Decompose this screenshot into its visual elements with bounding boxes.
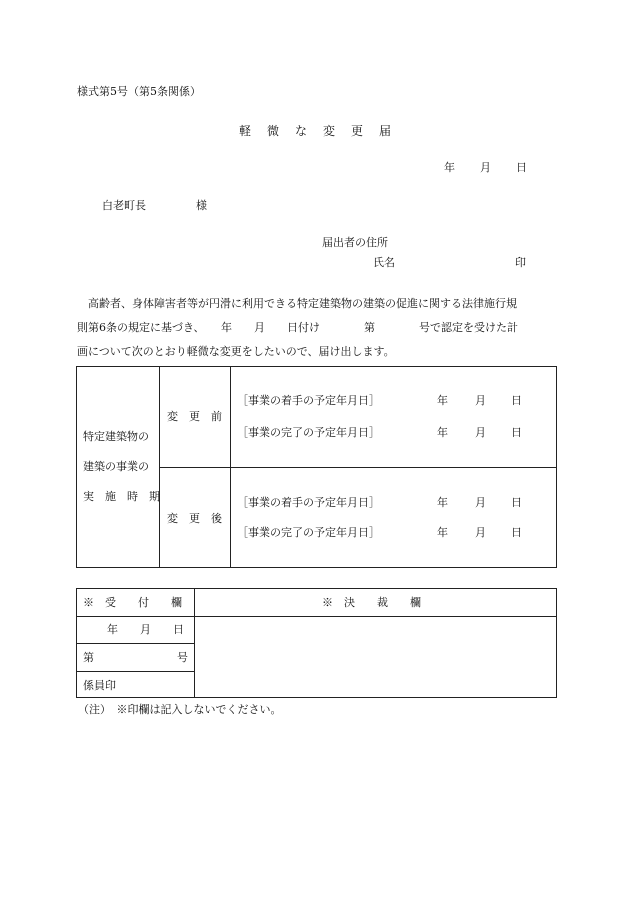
office-use-table — [76, 588, 557, 698]
addressee-honorific: 様 — [196, 199, 207, 212]
before-change-label: 変 更 前 — [167, 410, 222, 423]
day-label: 日 — [511, 394, 522, 407]
day-label: 日 — [511, 426, 522, 439]
year-label: 年 — [437, 426, 448, 439]
schedule-table — [76, 366, 557, 568]
row-header-line: 実 施 時 期 — [83, 490, 160, 503]
row-header-line: 建築の事業の — [83, 460, 149, 473]
title-char: 届 — [379, 124, 392, 138]
month-label: 月 — [475, 526, 486, 539]
decision-header: ※ 決 裁 欄 — [322, 596, 421, 609]
year-label: 年 — [437, 496, 448, 509]
body-line: 則第6条の規定に基づき、 年 月 日付け 第 号で認定を受けた計 — [77, 321, 519, 334]
month-label: 月 — [475, 394, 486, 407]
row-header-line: 特定建築物の — [83, 430, 149, 443]
reception-header: ※ 受 付 欄 — [83, 596, 182, 609]
staff-seal-label: 係員印 — [83, 679, 116, 692]
addressee-name: 白老町長 — [102, 199, 146, 212]
after-change-label: 変 更 後 — [167, 512, 222, 525]
body-line: 画について次のとおり軽微な変更をしたいので、届け出します。 — [77, 345, 395, 358]
month-label: 月 — [475, 426, 486, 439]
date-year: 年 — [444, 161, 455, 174]
day-label: 日 — [511, 496, 522, 509]
number-suffix: 号 — [177, 651, 188, 664]
seal-mark: 印 — [515, 256, 526, 269]
month-label: 月 — [475, 496, 486, 509]
document-title — [0, 125, 630, 137]
date-month: 月 — [480, 161, 491, 174]
applicant-address-label: 届出者の住所 — [322, 236, 388, 249]
body-line: 高齢者、身体障害者等が円滑に利用できる特定建築物の建築の促進に関する法律施行規 — [88, 297, 517, 310]
day-label: 日 — [511, 526, 522, 539]
footnote: （注） ※印欄は記入しないでください。 — [78, 703, 282, 716]
date-day: 日 — [516, 161, 527, 174]
start-date-label: ［事業の着手の予定年月日］ — [237, 394, 380, 407]
number-prefix: 第 — [83, 651, 94, 664]
applicant-name-label: 氏名 — [373, 256, 395, 269]
end-date-label: ［事業の完了の予定年月日］ — [237, 426, 380, 439]
end-date-label: ［事業の完了の予定年月日］ — [237, 526, 380, 539]
form-number: 様式第5号（第5条関係） — [77, 85, 201, 98]
title-char: な — [294, 124, 307, 138]
year-label: 年 — [437, 394, 448, 407]
reception-date: 年 月 日 — [107, 623, 184, 636]
title-char: 軽 — [238, 124, 251, 138]
year-label: 年 — [437, 526, 448, 539]
start-date-label: ［事業の着手の予定年月日］ — [237, 496, 380, 509]
body-paragraph — [77, 292, 555, 364]
title-char: 微 — [266, 124, 279, 138]
title-char: 変 — [323, 124, 336, 138]
title-char: 更 — [351, 124, 364, 138]
